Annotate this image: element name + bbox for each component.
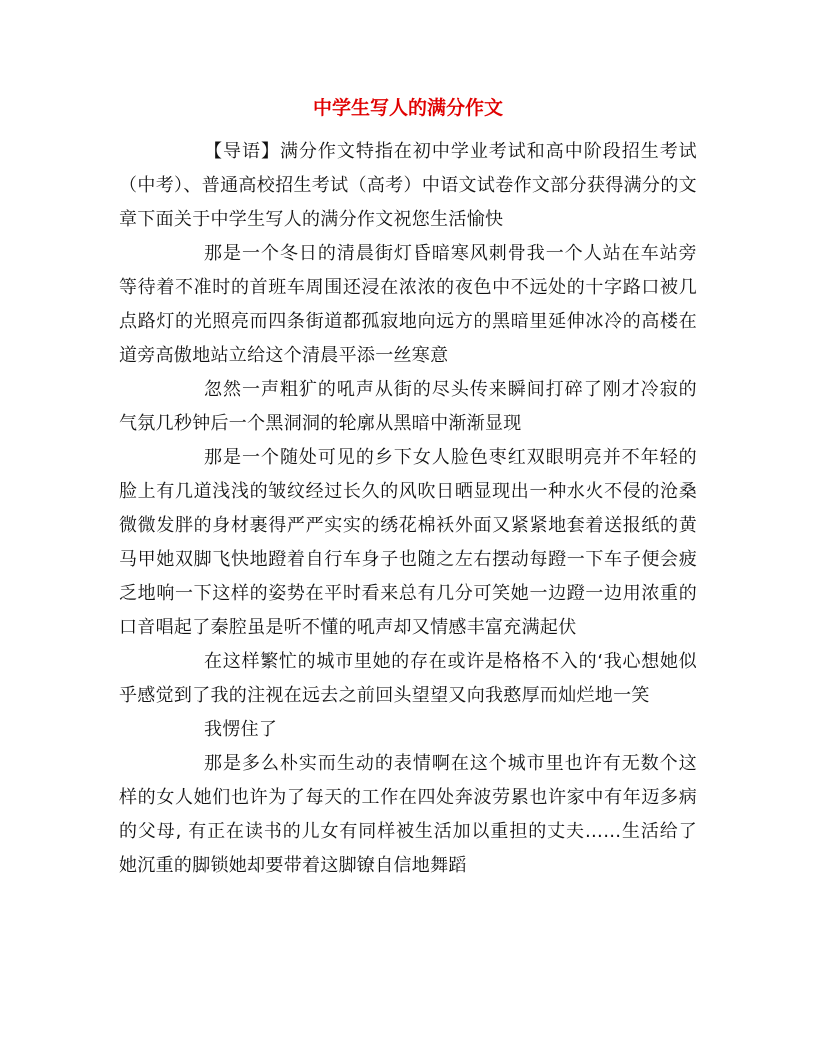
paragraph-stunned: 我愣住了 <box>204 719 278 740</box>
paragraph-busy-city: 在这样繁忙的城市里她的存在或许是格格不入的‘我心想她似乎感觉到了我的注视在远去之前回头望望又向我憨厚而灿烂地一笑 <box>119 651 697 706</box>
paragraph-country-woman: 那是一个随处可见的乡下女人脸色枣红双眼明亮并不年轻的脸上有几道浅浅的皱纹经过长久的风吹日晒显现出一种水火不侵的沧桑微微发胖的身材裹得严严实实的绣花棉袄外面又紧紧地套着送报纸的黄马甲她双脚飞快地蹬着自行车身子也随之左右摆动每蹬一下车子便会疲乏地响一下这样的姿势在平时看来总有几分可笑她一边蹬一边用浓重的口音唱起了秦腔虽是听不懂的吼声却又情感丰富充满起伏 <box>119 447 697 638</box>
paragraph-simple-expression: 那是多么朴实而生动的表情啊在这个城市里也许有无数个这样的女人她们也许为了每天的工作在四处奔波劳累也许家中有年迈多病的父母, 有正在读书的儿女有同样被生活加以重担的丈夫……生活给了她沉重的脚锁她却要带着这脚镣自信地舞蹈 <box>119 753 697 876</box>
page-title: 中学生写人的满分作文 <box>312 97 503 119</box>
paragraph-winter-morning: 那是一个冬日的清晨街灯昏暗寒风刺骨我一个人站在车站旁等待着不准时的首班车周围还浸在浓浓的夜色中不远处的十字路口被几点路灯的光照亮而四条街道都孤寂地向远方的黑暗里延伸冰冷的高楼在道旁高傲地站立给这个清晨平添一丝寒意 <box>119 243 697 366</box>
paragraph-sudden-shout: 忽然一声粗犷的吼声从街的尽头传来瞬间打碎了刚才冷寂的气氛几秒钟后一个黑洞洞的轮廓从黑暗中渐渐显现 <box>119 379 697 434</box>
intro-paragraph: 【导语】满分作文特指在初中学业考试和高中阶段招生考试（中考）、普通高校招生考试（高考）中语文试卷作文部分获得满分的文章下面关于中学生写人的满分作文祝您生活愉快 <box>119 141 697 230</box>
article-body <box>119 135 697 883</box>
